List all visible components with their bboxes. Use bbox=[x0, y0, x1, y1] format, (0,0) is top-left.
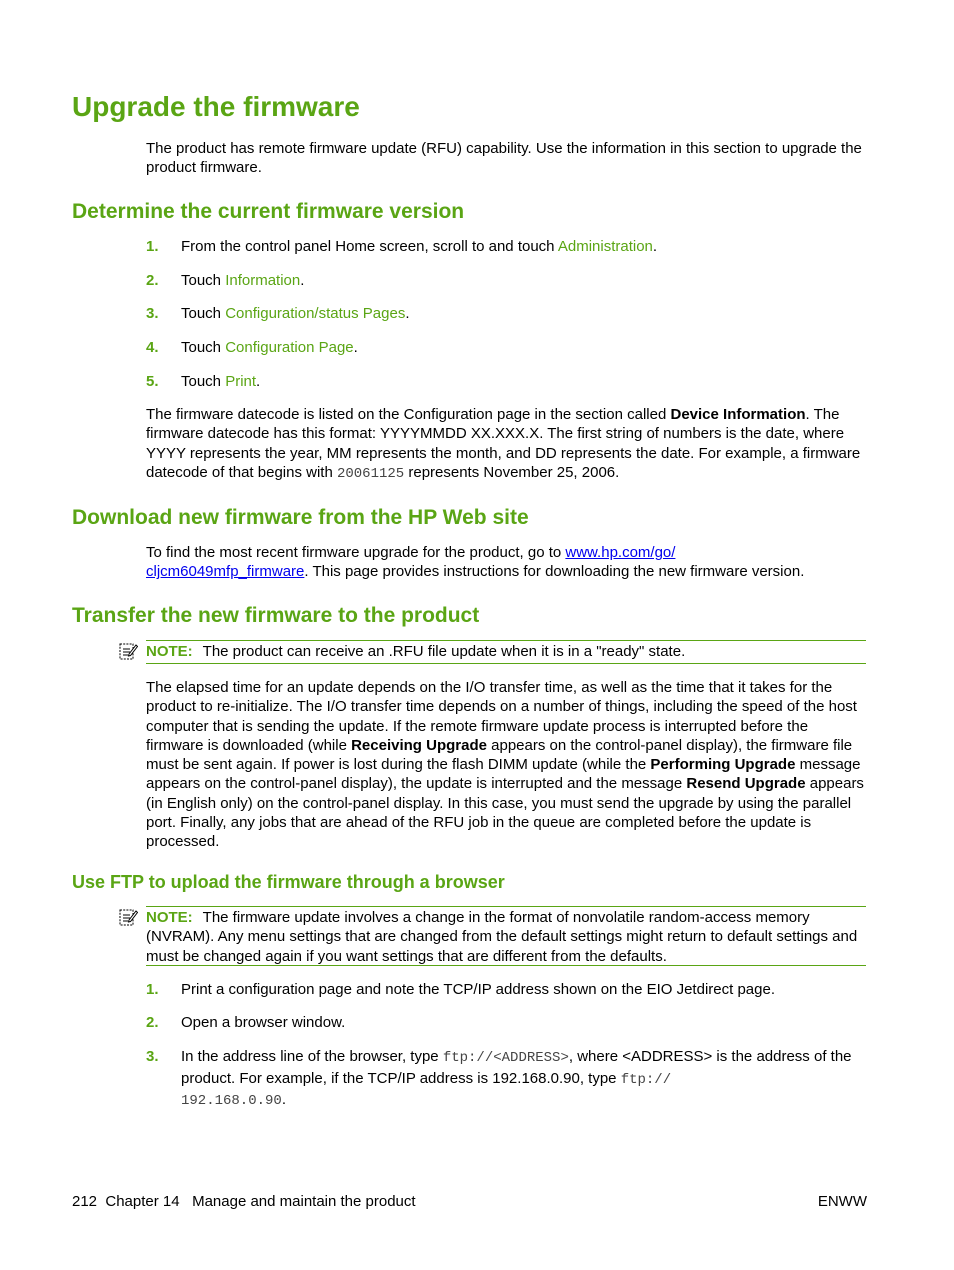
section-heading-transfer: Transfer the new firmware to the product bbox=[72, 604, 480, 627]
step-text: Touch Print. bbox=[181, 373, 261, 390]
code-ip-example: 192.168.0.90 bbox=[181, 1093, 282, 1109]
menu-link-configuration-page[interactable]: Configuration Page bbox=[225, 339, 354, 356]
note-icon bbox=[118, 641, 138, 661]
subsection-heading-ftp: Use FTP to upload the firmware through a browser bbox=[72, 872, 505, 892]
step-text: Touch Information. bbox=[181, 272, 305, 289]
footer-left: 212 Chapter 14 Manage and maintain the product bbox=[72, 1193, 416, 1210]
step-text: Touch Configuration Page. bbox=[181, 339, 358, 356]
datecode-paragraph: The firmware datecode is listed on the Configuration page in the section called Device Information. The firmware datecode has this format: YYYYMMDD XX.XXX.X. The first string of numbers is the date, where YYYY represents the year, MM represents the month, and DD represents the date. For example, a firmware datecode of that begins with 20061125 represents November 25, 2006. bbox=[146, 406, 861, 482]
bold-term: Device Information bbox=[670, 406, 806, 423]
step-text: Open a browser window. bbox=[181, 1014, 346, 1031]
menu-link-administration[interactable]: Administration bbox=[557, 238, 653, 255]
section-heading-determine-version: Determine the current firmware version bbox=[72, 200, 465, 223]
firmware-url-link[interactable]: www.hp.com/go/ cljcm6049mfp_firmware bbox=[146, 544, 676, 581]
step-number: 3. bbox=[146, 305, 159, 322]
step-text: Print a configuration page and note the TCP/IP address shown on the EIO Jetdirect page. bbox=[181, 981, 775, 998]
menu-link-print[interactable]: Print bbox=[225, 373, 257, 390]
note-label: NOTE: bbox=[146, 909, 193, 926]
menu-link-information[interactable]: Information bbox=[225, 272, 301, 289]
step-number: 3. bbox=[146, 1048, 159, 1065]
step-number: 2. bbox=[146, 1014, 159, 1031]
note-text: The product can receive an .RFU file update when it is in a "ready" state. bbox=[202, 643, 686, 660]
footer-right: ENWW bbox=[817, 1193, 867, 1210]
page-title: Upgrade the firmware bbox=[72, 91, 360, 122]
step-number: 2. bbox=[146, 272, 159, 289]
code-ftp-address: ftp://<ADDRESS> bbox=[442, 1050, 569, 1066]
note-text: The firmware update involves a change in the format of nonvolatile random-access memory (NVRAM). Any menu settings that are changed from the default settings might return to default settings and must be changed again if you want settings that are different from the defaults. bbox=[146, 909, 858, 965]
note-box bbox=[146, 906, 866, 966]
step-text: From the control panel Home screen, scroll to and touch Administration. bbox=[181, 238, 658, 255]
step-text: In the address line of the browser, type ftp://<ADDRESS>, where <ADDRESS> is the address of the product. For example, if the TCP/IP address is 192.168.0.90, type ftp:// 192.168.0.90. bbox=[181, 1048, 852, 1109]
step-number: 5. bbox=[146, 373, 159, 390]
section-heading-download: Download new firmware from the HP Web site bbox=[72, 506, 529, 529]
intro-paragraph: The product has remote firmware update (RFU) capability. Use the information in this section to upgrade the product firmware. bbox=[146, 140, 862, 177]
page-footer bbox=[72, 1192, 867, 1211]
note-label: NOTE: bbox=[146, 643, 193, 660]
step-number: 1. bbox=[146, 238, 159, 255]
note-icon bbox=[118, 907, 138, 927]
step-number: 4. bbox=[146, 339, 159, 356]
step-number: 1. bbox=[146, 981, 159, 998]
code-datecode: 20061125 bbox=[336, 465, 405, 482]
download-paragraph: To find the most recent firmware upgrade for the product, go to www.hp.com/go/ cljcm6049mfp_firmware. This page provides instructions for downloading the new firmware version. bbox=[146, 544, 805, 581]
transfer-paragraph: The elapsed time for an update depends on the I/O transfer time, as well as the time that it takes for the product to re-initialize. The I/O transfer time depends on a number of things, including the speed of the host computer that is sending the update. If the remote firmware update process is interrupted before the firmware is downloaded (while Receiving Upgrade appears on the control-panel display), the firmware file must be sent again. If power is lost during the flash DIMM update (while the Performing Upgrade message appears on the control-panel display), the update is interrupted and the message Resend Upgrade appears (in English only) on the control-panel display. In this case, you must send the upgrade by using the parallel port. Finally, any jobs that are ahead of the RFU job in the queue are completed before the update is processed. bbox=[146, 679, 864, 851]
code-ftp-example: ftp:// bbox=[620, 1071, 672, 1088]
menu-link-configuration-status-pages[interactable]: Configuration/status Pages bbox=[225, 305, 406, 322]
step-text: Touch Configuration/status Pages. bbox=[181, 305, 410, 322]
note-box bbox=[146, 640, 866, 664]
